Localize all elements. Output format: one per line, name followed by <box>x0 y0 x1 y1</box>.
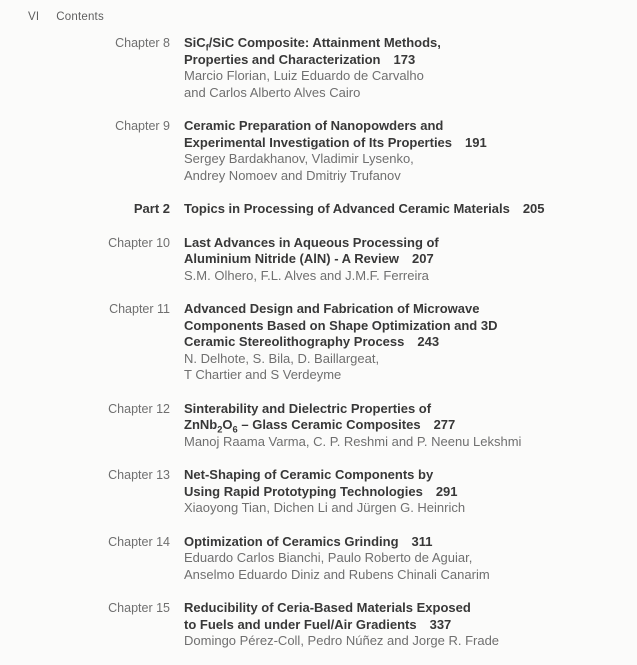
title-text: Ceramic Stereolithography Process <box>184 334 405 349</box>
title-text: Experimental Investigation of Its Properties <box>184 134 453 150</box>
title-text: O <box>222 417 233 432</box>
entry-label: Chapter 13 <box>108 468 170 482</box>
author-line: Marcio Florian, Luiz Eduardo de Carvalho <box>184 68 424 83</box>
toc-entry-chapter-10 <box>0 235 637 285</box>
title-text: ZnNb <box>184 417 218 432</box>
page-header <box>0 0 637 23</box>
title-line <box>184 467 637 484</box>
table-of-contents <box>0 35 637 650</box>
entry-title <box>184 201 637 218</box>
title-text: to Fuels and under Fuel/Air Gradients <box>184 616 417 632</box>
toc-entry-chapter-9 <box>0 118 637 184</box>
entry-label: Chapter 12 <box>108 401 170 416</box>
entry-label: Chapter 14 <box>108 534 170 549</box>
title-text: Components Based on Shape Optimization and 3D <box>184 317 498 333</box>
entry-content <box>184 467 637 517</box>
toc-entry-chapter-14 <box>0 534 637 584</box>
title-line <box>184 35 637 52</box>
entry-title <box>184 401 637 434</box>
entry-page-number: 173 <box>393 51 416 67</box>
toc-entry-chapter-11 <box>0 301 637 384</box>
entry-content <box>184 301 637 384</box>
entry-page-number: 337 <box>429 616 452 632</box>
entry-authors <box>184 633 637 650</box>
section-title: Contents <box>56 11 104 23</box>
title-line <box>184 135 637 152</box>
title-text: /SiC Composite: Attainment Methods, <box>208 35 441 50</box>
author-line: T Chartier and S Verdeyme <box>184 367 342 382</box>
title-text: Net-Shaping of Ceramic Components by <box>184 467 434 482</box>
title-text: Properties and Characterization <box>184 51 381 67</box>
title-text: Advanced Design and Fabrication of Microwave <box>184 301 480 316</box>
title-text: Aluminium Nitride (AlN) - A Review <box>184 251 399 266</box>
entry-label: Chapter 9 <box>115 119 170 133</box>
entry-label: Chapter 10 <box>108 235 170 250</box>
author-line: and Carlos Alberto Alves Cairo <box>184 84 361 100</box>
entry-title <box>184 467 637 500</box>
author-line: Eduardo Carlos Bianchi, Paulo Roberto de Aguiar, <box>184 550 473 565</box>
subscript-text: 6 <box>232 424 238 435</box>
title-text: Using Rapid Prototyping Technologies <box>184 483 423 499</box>
author-line: N. Delhote, S. Bila, D. Baillargeat, <box>184 350 380 366</box>
entry-page-number: 191 <box>465 134 487 150</box>
entry-content <box>184 600 637 650</box>
entry-page-number: 243 <box>417 334 440 349</box>
title-text: Sinterability and Dielectric Properties of <box>184 400 432 416</box>
title-line <box>184 251 637 268</box>
entry-page-number: 205 <box>522 201 545 216</box>
title-line <box>184 600 637 617</box>
title-line <box>184 617 637 634</box>
entry-label: Chapter 15 <box>108 601 170 615</box>
title-line <box>184 417 637 434</box>
entry-title <box>184 35 637 68</box>
author-line: Manoj Raama Varma, C. P. Reshmi and P. Neenu Lekshmi <box>184 433 522 449</box>
title-line <box>184 334 637 351</box>
title-text: Ceramic Preparation of Nanopowders and <box>184 118 444 133</box>
toc-entry-chapter-13 <box>0 467 637 517</box>
entry-authors <box>184 351 637 384</box>
toc-entry-chapter-12 <box>0 401 637 451</box>
entry-content <box>184 401 637 451</box>
entry-page-number: 277 <box>433 417 456 432</box>
title-line <box>184 118 637 135</box>
entry-title <box>184 301 637 351</box>
title-text: – Glass Ceramic Composites <box>237 417 421 432</box>
author-line: Sergey Bardakhanov, Vladimir Lysenko, <box>184 151 414 166</box>
entry-title <box>184 118 637 151</box>
title-text: Last Advances in Aqueous Processing of <box>184 234 439 250</box>
entry-content <box>184 534 637 584</box>
title-line <box>184 534 637 551</box>
toc-entry-chapter-15 <box>0 600 637 650</box>
entry-page-number: 207 <box>412 251 434 266</box>
entry-title <box>184 534 637 551</box>
entry-content <box>184 235 637 285</box>
entry-authors <box>184 68 637 101</box>
entry-authors <box>184 500 637 517</box>
title-line <box>184 401 637 418</box>
entry-content <box>184 35 637 101</box>
title-text: SiC <box>184 35 206 50</box>
entry-content <box>184 118 637 184</box>
subscript-text: 2 <box>217 424 223 435</box>
title-line <box>184 235 637 252</box>
entry-authors <box>184 550 637 583</box>
author-line: Anselmo Eduardo Diniz and Rubens Chinali Canarim <box>184 566 490 582</box>
title-line <box>184 484 637 501</box>
title-text: Topics in Processing of Advanced Ceramic Materials <box>184 201 510 216</box>
author-line: Andrey Nomoev and Dmitriy Trufanov <box>184 167 401 183</box>
page-number-label: VI <box>28 11 40 23</box>
entry-label: Chapter 11 <box>109 302 170 316</box>
title-text: Reducibility of Ceria-Based Materials Exposed <box>184 600 471 615</box>
title-text: Optimization of Ceramics Grinding <box>184 533 399 549</box>
entry-label: Chapter 8 <box>115 36 170 50</box>
entry-label: Part 2 <box>133 201 170 216</box>
entry-title <box>184 600 637 633</box>
title-line <box>184 318 637 335</box>
entry-authors <box>184 268 637 285</box>
title-line <box>184 201 637 218</box>
entry-title <box>184 235 637 268</box>
title-line <box>184 52 637 69</box>
subscript-text: f <box>205 42 209 53</box>
author-line: S.M. Olhero, F.L. Alves and J.M.F. Ferreira <box>184 267 429 283</box>
entry-authors <box>184 434 637 451</box>
title-line <box>184 301 637 318</box>
author-line: Xiaoyong Tian, Dichen Li and Jürgen G. Heinrich <box>184 500 466 515</box>
entry-page-number: 291 <box>435 483 458 499</box>
entry-page-number: 311 <box>411 533 433 549</box>
toc-entry-part-2 <box>0 201 637 218</box>
entry-authors <box>184 151 637 184</box>
entry-content <box>184 201 637 218</box>
toc-entry-chapter-8 <box>0 35 637 101</box>
author-line: Domingo Pérez-Coll, Pedro Núñez and Jorge R. Frade <box>184 633 500 648</box>
